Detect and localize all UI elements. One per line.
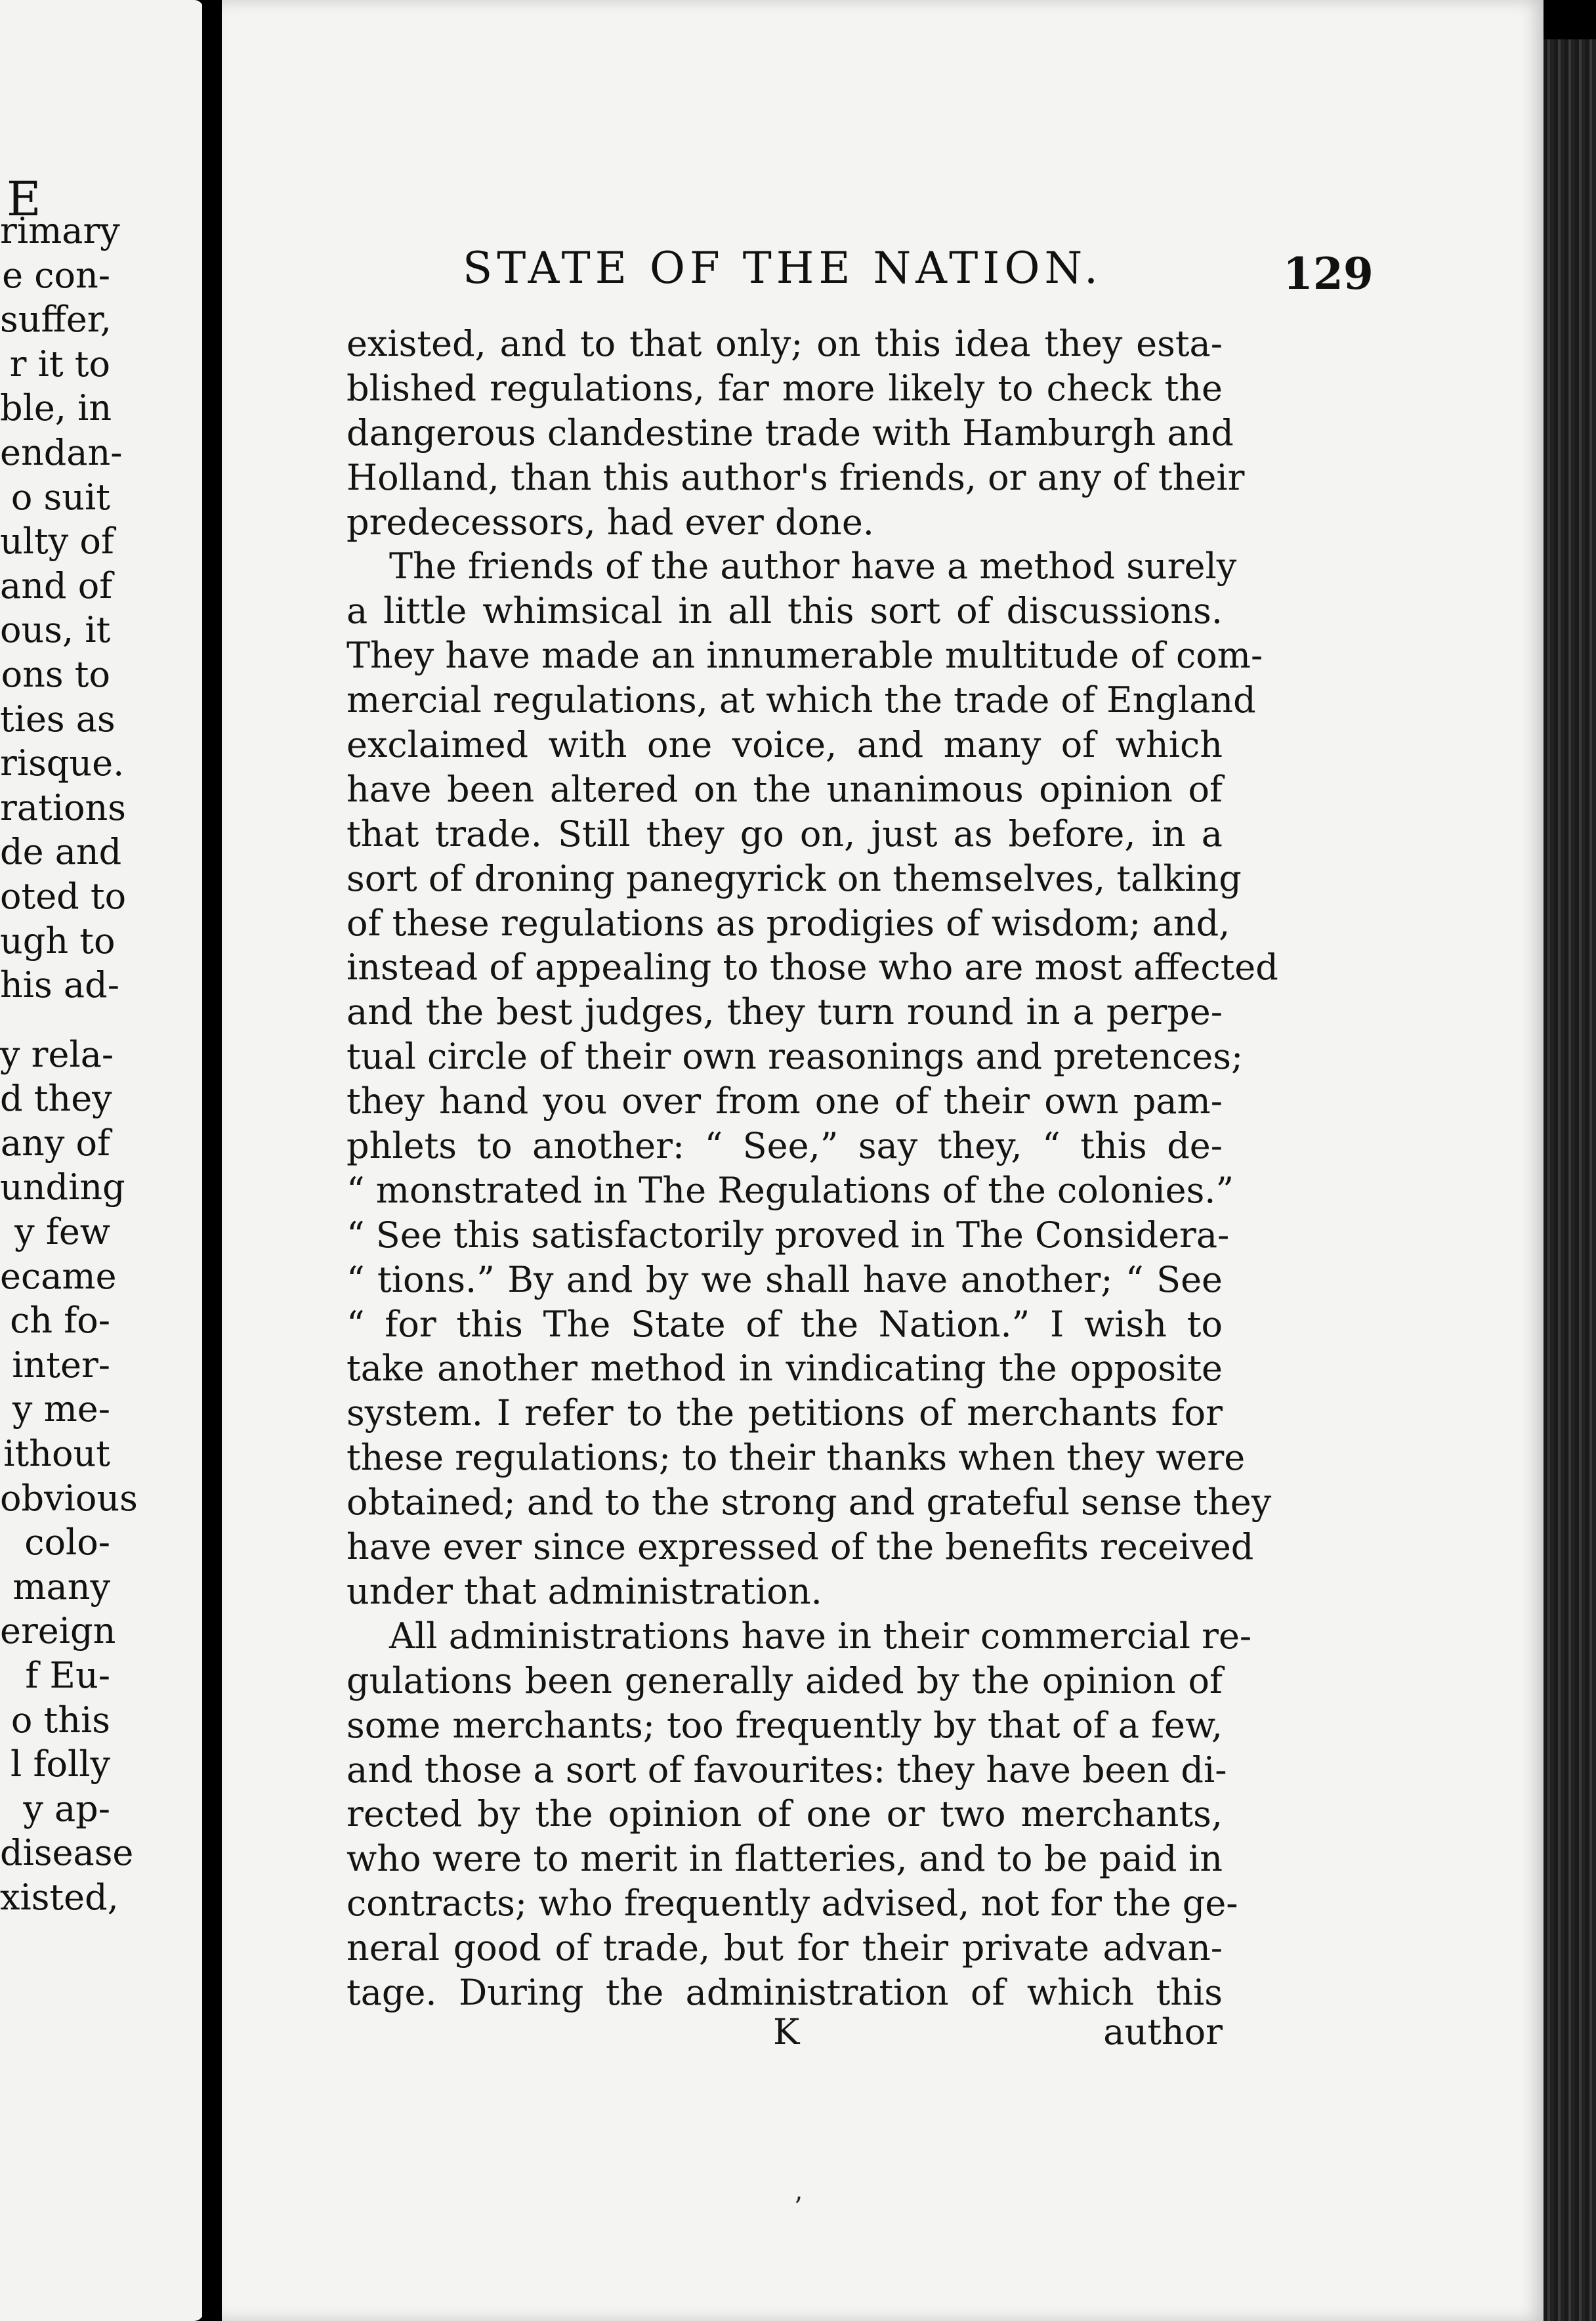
left-page-line: o suit (10, 476, 110, 518)
text-line: and those a sort of favourites: they have been di- (346, 1749, 1227, 1791)
text-line: take another method in vindicating the opposite (346, 1348, 1223, 1390)
left-page-line: rations (0, 786, 126, 828)
book-gutter (202, 0, 222, 2321)
left-page-line: many (12, 1565, 110, 1608)
page-footer (346, 2011, 1223, 2057)
text-line: “ tions.” By and by we shall have another; “ See (346, 1258, 1223, 1300)
text-line: contracts; who frequently advised, not for the ge- (346, 1883, 1238, 1925)
left-page-line: de and (0, 831, 122, 873)
left-page-line: d they (0, 1078, 112, 1120)
text-line: The friends of the author have a method surely (389, 545, 1237, 587)
text-line: neral good of trade, but for their private advan- (346, 1927, 1223, 1969)
text-line: these regulations; to their thanks when they were (346, 1437, 1246, 1479)
left-page-line: y rela- (0, 1033, 114, 1075)
left-page-line: oted to (0, 875, 127, 917)
text-line: sort of droning panegyrick on themselves, talking (346, 857, 1242, 899)
text-line: system. I refer to the petitions of merchants for (346, 1392, 1223, 1434)
text-line: All administrations have in their commercial re- (389, 1615, 1252, 1657)
left-page-line: o this (10, 1699, 110, 1741)
page-number: 129 (1283, 248, 1374, 299)
left-page-line: colo- (24, 1522, 110, 1564)
left-page-line: disease (0, 1832, 134, 1874)
text-line: “ for this The State of the Nation.” I wish to (346, 1303, 1223, 1345)
left-page-line: xisted, (0, 1876, 119, 1918)
left-page-line: ereign (0, 1610, 116, 1652)
left-page-line: r it to (9, 343, 110, 385)
left-page-line: y few (14, 1211, 110, 1253)
left-page-line: endan- (0, 431, 123, 473)
text-line: “ See this satisfactorily proved in The Considera- (346, 1214, 1230, 1256)
text-line: phlets to another: “ See,” say they, “ this de- (346, 1125, 1223, 1167)
text-line: blished regulations, far more likely to check the (346, 367, 1223, 409)
text-line: predecessors, had ever done. (346, 501, 874, 543)
text-line: instead of appealing to those who are most affected (346, 947, 1278, 989)
left-header-fragment: E (7, 171, 41, 226)
left-page-line: and of (0, 564, 113, 607)
left-page-line: ugh to (0, 920, 116, 962)
left-page-line (0, 1008, 110, 1033)
text-line: and the best judges, they turn round in a perpe- (346, 991, 1223, 1033)
left-page-line: obvious (0, 1477, 138, 1519)
left-page-text (0, 171, 138, 1920)
left-page-line: l folly (10, 1743, 110, 1785)
text-line: who were to merit in flatteries, and to be paid in (346, 1838, 1223, 1880)
left-page-line: his ad- (0, 964, 119, 1006)
text-line: tual circle of their own reasonings and pretences; (346, 1036, 1244, 1078)
left-page-line: suffer, (0, 299, 112, 341)
text-line: mercial regulations, at which the trade of England (346, 679, 1256, 721)
catchword: author (1103, 2011, 1223, 2053)
left-page-line: ulty of (0, 521, 114, 563)
text-line: they hand you over from one of their own pam- (346, 1080, 1223, 1122)
left-page-line: y ap- (23, 1787, 110, 1829)
text-line: have been altered on the unanimous opinion of (346, 768, 1223, 810)
left-page-line: risque. (0, 742, 125, 784)
left-page-line: ties as (0, 698, 116, 740)
text-line: some merchants; too frequently by that of a few, (346, 1704, 1223, 1746)
left-page-line: e con- (2, 254, 110, 296)
facing-left-page (0, 0, 203, 2321)
left-page-line: f Eu- (25, 1655, 110, 1696)
body-text (346, 322, 1278, 2015)
page-edge-stack (1544, 39, 1596, 2321)
left-page-line: ithout (3, 1433, 110, 1475)
left-page-line: ous, it (0, 609, 111, 651)
left-page-line: unding (0, 1166, 125, 1208)
text-line: dangerous clandestine trade with Hamburgh and (346, 412, 1234, 454)
text-line: tage. During the administration of which this (346, 1971, 1223, 2013)
text-line: a little whimsical in all this sort of discussions. (346, 590, 1223, 632)
text-line: “ monstrated in The Regulations of the colonies.” (346, 1169, 1234, 1211)
text-line: have ever since expressed of the benefits received (346, 1526, 1254, 1568)
left-page-line: y me- (12, 1388, 110, 1430)
text-line: They have made an innumerable multitude of com- (346, 635, 1263, 677)
ink-speck: ’ (794, 2192, 803, 2223)
left-page-line: any of (0, 1122, 110, 1164)
left-page-line: ch fo- (10, 1300, 110, 1342)
text-line: existed, and to that only; on this idea they esta- (346, 323, 1223, 364)
signature-mark: K (773, 2011, 800, 2053)
running-title: STATE OF THE NATION. (463, 243, 1102, 293)
text-line: gulations been generally aided by the opinion of (346, 1659, 1223, 1701)
text-line: exclaimed with one voice, and many of which (346, 724, 1223, 766)
text-line: obtained; and to the strong and grateful sense they (346, 1481, 1272, 1523)
text-line: rected by the opinion of one or two merchants, (346, 1793, 1223, 1835)
text-line: of these regulations as prodigies of wisdom; and, (346, 902, 1230, 944)
left-page-line: ble, in (0, 387, 112, 429)
left-page-line: inter- (12, 1344, 110, 1386)
left-page-line: rimary (0, 210, 120, 251)
left-page-line: ons to (1, 653, 110, 695)
left-page-line: ecame (0, 1255, 117, 1297)
text-line: under that administration. (346, 1570, 822, 1612)
text-line: that trade. Still they go on, just as before, in a (346, 813, 1223, 855)
text-line: Holland, than this author's friends, or any of their (346, 456, 1245, 498)
